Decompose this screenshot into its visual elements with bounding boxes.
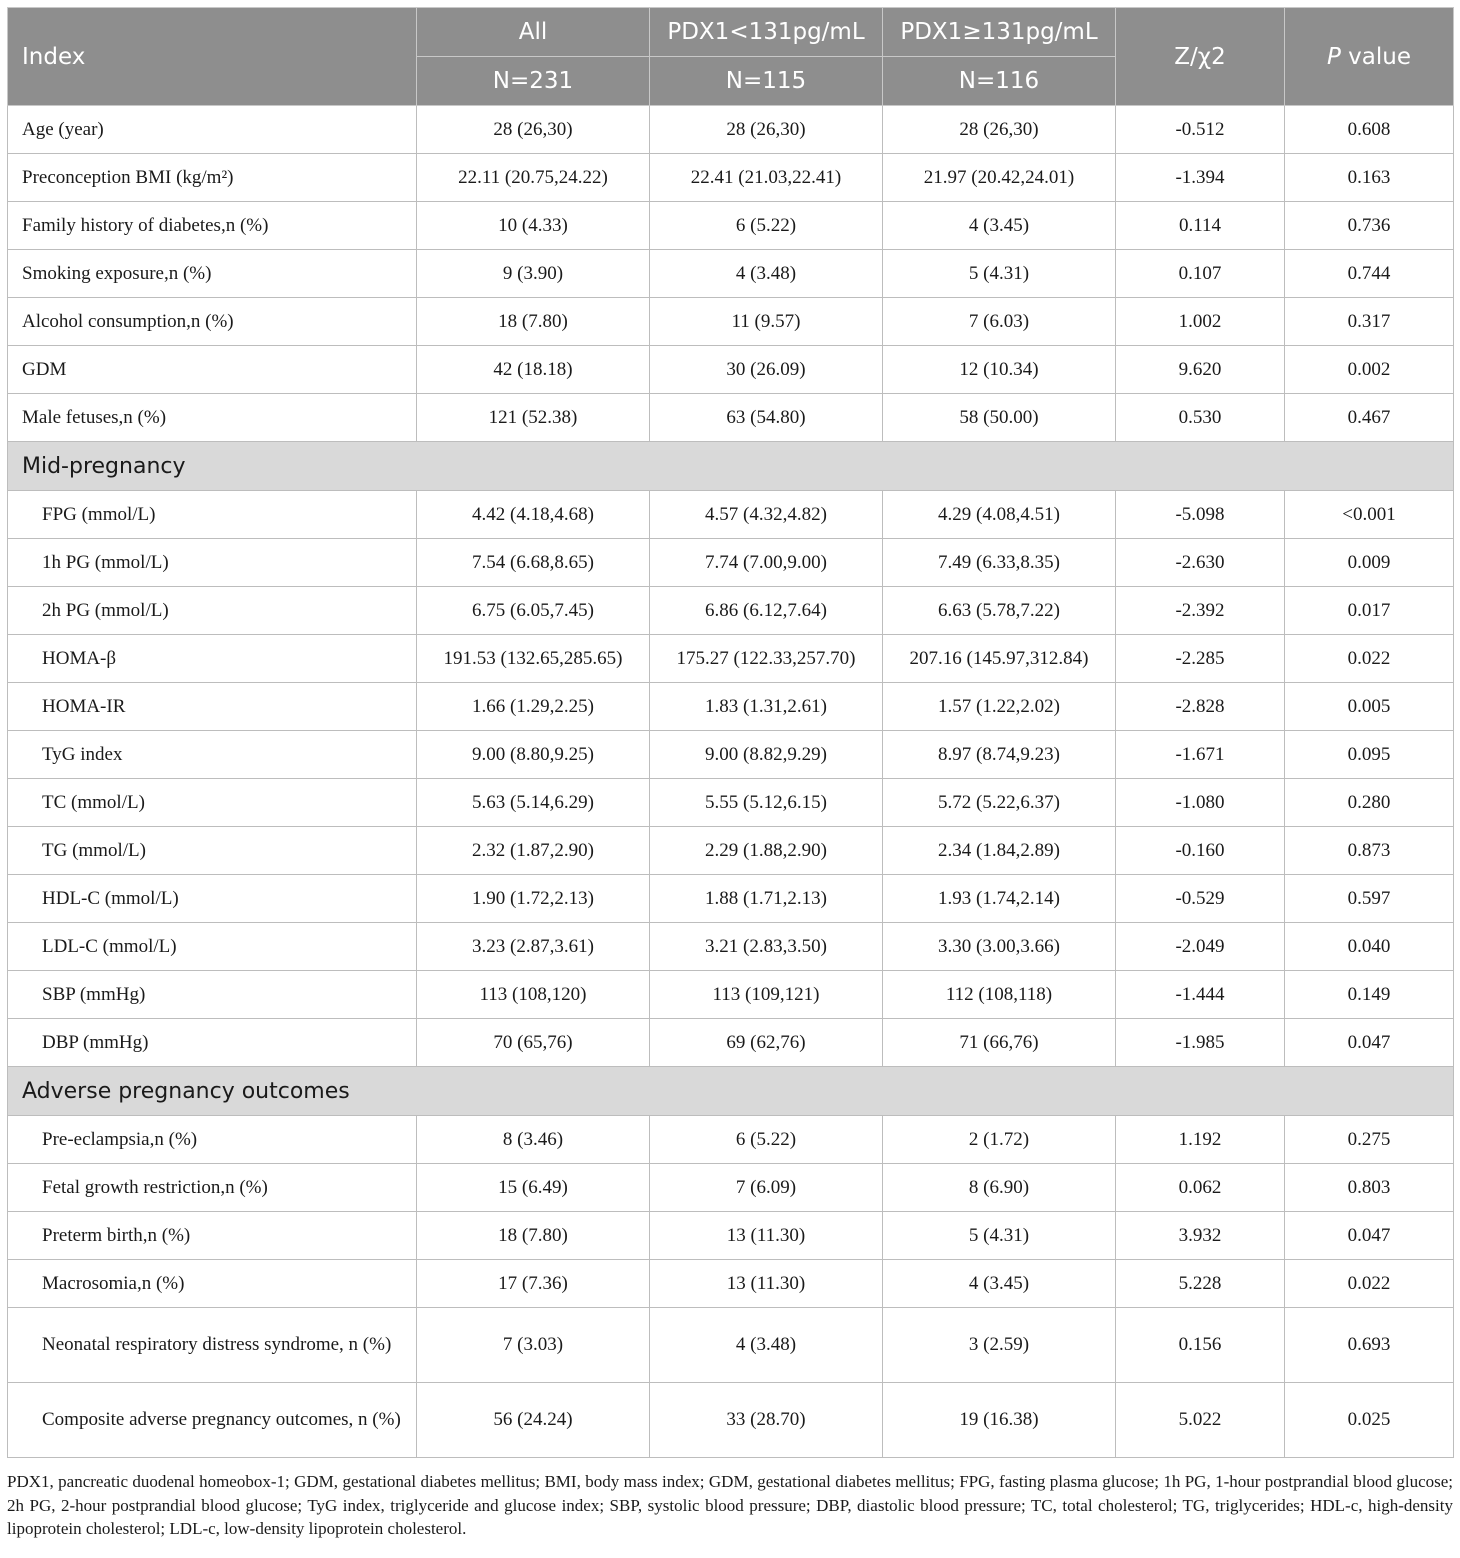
- cell-stat: 9.620: [1116, 346, 1285, 394]
- cell-stat: -1.985: [1116, 1019, 1285, 1067]
- cell-p-value: 0.022: [1285, 635, 1454, 683]
- cell-stat: -1.394: [1116, 154, 1285, 202]
- cell-stat: 0.156: [1116, 1308, 1285, 1383]
- header-high: PDX1≥131pg/mL: [883, 8, 1116, 57]
- cell-all: 191.53 (132.65,285.65): [417, 635, 650, 683]
- table-row: [8, 346, 1454, 394]
- cell-low: 175.27 (122.33,257.70): [650, 635, 883, 683]
- cell-stat: -2.630: [1116, 539, 1285, 587]
- cell-low: 4 (3.48): [650, 1308, 883, 1383]
- cell-all: 5.63 (5.14,6.29): [417, 779, 650, 827]
- cell-stat: -5.098: [1116, 491, 1285, 539]
- header-p-rest: value: [1340, 43, 1411, 70]
- cell-stat: -1.444: [1116, 971, 1285, 1019]
- row-label: LDL-C (mmol/L): [8, 923, 417, 971]
- cell-high: 6.63 (5.78,7.22): [883, 587, 1116, 635]
- cell-all: 2.32 (1.87,2.90): [417, 827, 650, 875]
- table-container: [7, 7, 1453, 1541]
- cell-stat: -2.828: [1116, 683, 1285, 731]
- header-index: Index: [8, 8, 417, 106]
- table-header: [8, 8, 1454, 106]
- cell-p-value: 0.047: [1285, 1019, 1454, 1067]
- header-low-n: N=115: [650, 57, 883, 106]
- table-row: [8, 971, 1454, 1019]
- cell-high: 8.97 (8.74,9.23): [883, 731, 1116, 779]
- cell-p-value: 0.017: [1285, 587, 1454, 635]
- table-row: [8, 298, 1454, 346]
- cell-low: 9.00 (8.82,9.29): [650, 731, 883, 779]
- cell-all: 6.75 (6.05,7.45): [417, 587, 650, 635]
- cell-high: 2 (1.72): [883, 1116, 1116, 1164]
- header-p-value: [1285, 8, 1454, 106]
- cell-stat: 5.228: [1116, 1260, 1285, 1308]
- table-row: [8, 1260, 1454, 1308]
- cell-stat: 3.932: [1116, 1212, 1285, 1260]
- data-table: [7, 7, 1454, 1458]
- cell-p-value: 0.597: [1285, 875, 1454, 923]
- section-adverse-outcomes: [8, 1067, 1454, 1116]
- cell-low: 113 (109,121): [650, 971, 883, 1019]
- cell-low: 1.88 (1.71,2.13): [650, 875, 883, 923]
- header-all: All: [417, 8, 650, 57]
- cell-high: 4 (3.45): [883, 1260, 1116, 1308]
- row-label: 1h PG (mmol/L): [8, 539, 417, 587]
- row-label: Alcohol consumption,n (%): [8, 298, 417, 346]
- cell-all: 1.66 (1.29,2.25): [417, 683, 650, 731]
- cell-low: 5.55 (5.12,6.15): [650, 779, 883, 827]
- row-label: TG (mmol/L): [8, 827, 417, 875]
- cell-all: 10 (4.33): [417, 202, 650, 250]
- cell-low: 2.29 (1.88,2.90): [650, 827, 883, 875]
- table-row: [8, 539, 1454, 587]
- table-row: [8, 731, 1454, 779]
- row-label: HOMA-IR: [8, 683, 417, 731]
- cell-high: 21.97 (20.42,24.01): [883, 154, 1116, 202]
- cell-all: 9 (3.90): [417, 250, 650, 298]
- cell-low: 6 (5.22): [650, 202, 883, 250]
- cell-high: 5.72 (5.22,6.37): [883, 779, 1116, 827]
- cell-stat: 0.062: [1116, 1164, 1285, 1212]
- cell-stat: -0.160: [1116, 827, 1285, 875]
- cell-stat: 1.002: [1116, 298, 1285, 346]
- row-label: TC (mmol/L): [8, 779, 417, 827]
- row-label: Macrosomia,n (%): [8, 1260, 417, 1308]
- cell-low: 69 (62,76): [650, 1019, 883, 1067]
- cell-p-value: 0.693: [1285, 1308, 1454, 1383]
- table-row: [8, 587, 1454, 635]
- cell-p-value: 0.275: [1285, 1116, 1454, 1164]
- cell-p-value: 0.317: [1285, 298, 1454, 346]
- row-label: GDM: [8, 346, 417, 394]
- cell-all: 7.54 (6.68,8.65): [417, 539, 650, 587]
- row-label: SBP (mmHg): [8, 971, 417, 1019]
- cell-high: 12 (10.34): [883, 346, 1116, 394]
- cell-all: 113 (108,120): [417, 971, 650, 1019]
- cell-p-value: 0.005: [1285, 683, 1454, 731]
- cell-all: 1.90 (1.72,2.13): [417, 875, 650, 923]
- cell-all: 8 (3.46): [417, 1116, 650, 1164]
- cell-all: 18 (7.80): [417, 298, 650, 346]
- row-label: DBP (mmHg): [8, 1019, 417, 1067]
- cell-high: 207.16 (145.97,312.84): [883, 635, 1116, 683]
- cell-all: 56 (24.24): [417, 1383, 650, 1458]
- table-row: [8, 491, 1454, 539]
- cell-all: 9.00 (8.80,9.25): [417, 731, 650, 779]
- table-row: [8, 875, 1454, 923]
- cell-low: 6 (5.22): [650, 1116, 883, 1164]
- row-label: Male fetuses,n (%): [8, 394, 417, 442]
- table-row: [8, 202, 1454, 250]
- cell-high: 8 (6.90): [883, 1164, 1116, 1212]
- cell-high: 5 (4.31): [883, 1212, 1116, 1260]
- cell-low: 13 (11.30): [650, 1260, 883, 1308]
- row-label: Neonatal respiratory distress syndrome, n (%): [8, 1308, 417, 1383]
- cell-low: 11 (9.57): [650, 298, 883, 346]
- cell-p-value: 0.608: [1285, 106, 1454, 154]
- table-row: [8, 1019, 1454, 1067]
- cell-high: 1.57 (1.22,2.02): [883, 683, 1116, 731]
- row-label: HOMA-β: [8, 635, 417, 683]
- cell-stat: -2.285: [1116, 635, 1285, 683]
- cell-all: 15 (6.49): [417, 1164, 650, 1212]
- cell-low: 4 (3.48): [650, 250, 883, 298]
- cell-high: 1.93 (1.74,2.14): [883, 875, 1116, 923]
- table-row: [8, 827, 1454, 875]
- cell-low: 33 (28.70): [650, 1383, 883, 1458]
- cell-low: 30 (26.09): [650, 346, 883, 394]
- cell-all: 3.23 (2.87,3.61): [417, 923, 650, 971]
- cell-p-value: 0.280: [1285, 779, 1454, 827]
- cell-all: 7 (3.03): [417, 1308, 650, 1383]
- cell-all: 18 (7.80): [417, 1212, 650, 1260]
- cell-p-value: 0.002: [1285, 346, 1454, 394]
- cell-high: 71 (66,76): [883, 1019, 1116, 1067]
- table-row: [8, 923, 1454, 971]
- cell-stat: 0.114: [1116, 202, 1285, 250]
- cell-p-value: 0.095: [1285, 731, 1454, 779]
- table-row: [8, 106, 1454, 154]
- cell-stat: 0.530: [1116, 394, 1285, 442]
- table-body: [8, 106, 1454, 1458]
- cell-stat: 5.022: [1116, 1383, 1285, 1458]
- row-label: HDL-C (mmol/L): [8, 875, 417, 923]
- cell-high: 19 (16.38): [883, 1383, 1116, 1458]
- cell-stat: -0.529: [1116, 875, 1285, 923]
- cell-low: 22.41 (21.03,22.41): [650, 154, 883, 202]
- cell-p-value: 0.040: [1285, 923, 1454, 971]
- cell-p-value: 0.009: [1285, 539, 1454, 587]
- cell-all: 28 (26,30): [417, 106, 650, 154]
- cell-high: 3.30 (3.00,3.66): [883, 923, 1116, 971]
- table-row: [8, 154, 1454, 202]
- table-row: [8, 683, 1454, 731]
- cell-high: 4.29 (4.08,4.51): [883, 491, 1116, 539]
- cell-low: 6.86 (6.12,7.64): [650, 587, 883, 635]
- table-row: [8, 635, 1454, 683]
- table-row: [8, 250, 1454, 298]
- cell-stat: -1.671: [1116, 731, 1285, 779]
- cell-p-value: 0.047: [1285, 1212, 1454, 1260]
- cell-high: 5 (4.31): [883, 250, 1116, 298]
- cell-stat: 1.192: [1116, 1116, 1285, 1164]
- header-stat: Z/χ2: [1116, 8, 1285, 106]
- cell-high: 2.34 (1.84,2.89): [883, 827, 1116, 875]
- row-label: Pre-eclampsia,n (%): [8, 1116, 417, 1164]
- cell-high: 112 (108,118): [883, 971, 1116, 1019]
- cell-low: 7 (6.09): [650, 1164, 883, 1212]
- table-row: [8, 394, 1454, 442]
- cell-high: 4 (3.45): [883, 202, 1116, 250]
- cell-all: 17 (7.36): [417, 1260, 650, 1308]
- row-label: Preconception BMI (kg/m²): [8, 154, 417, 202]
- cell-high: 7 (6.03): [883, 298, 1116, 346]
- cell-p-value: 0.736: [1285, 202, 1454, 250]
- cell-p-value: 0.149: [1285, 971, 1454, 1019]
- cell-stat: -2.392: [1116, 587, 1285, 635]
- cell-stat: 0.107: [1116, 250, 1285, 298]
- table-row: [8, 779, 1454, 827]
- cell-high: 3 (2.59): [883, 1308, 1116, 1383]
- cell-stat: -0.512: [1116, 106, 1285, 154]
- cell-stat: -2.049: [1116, 923, 1285, 971]
- row-label: Age (year): [8, 106, 417, 154]
- cell-all: 70 (65,76): [417, 1019, 650, 1067]
- cell-all: 22.11 (20.75,24.22): [417, 154, 650, 202]
- row-label: 2h PG (mmol/L): [8, 587, 417, 635]
- cell-high: 28 (26,30): [883, 106, 1116, 154]
- cell-high: 7.49 (6.33,8.35): [883, 539, 1116, 587]
- row-label: Preterm birth,n (%): [8, 1212, 417, 1260]
- header-high-n: N=116: [883, 57, 1116, 106]
- header-p-italic: P: [1326, 43, 1341, 70]
- cell-p-value: 0.803: [1285, 1164, 1454, 1212]
- cell-low: 4.57 (4.32,4.82): [650, 491, 883, 539]
- row-label: Smoking exposure,n (%): [8, 250, 417, 298]
- cell-low: 13 (11.30): [650, 1212, 883, 1260]
- table-row: [8, 1308, 1454, 1383]
- cell-low: 7.74 (7.00,9.00): [650, 539, 883, 587]
- section-mid-pregnancy: [8, 442, 1454, 491]
- table-row: [8, 1212, 1454, 1260]
- cell-p-value: 0.025: [1285, 1383, 1454, 1458]
- header-all-n: N=231: [417, 57, 650, 106]
- cell-high: 58 (50.00): [883, 394, 1116, 442]
- row-label: Fetal growth restriction,n (%): [8, 1164, 417, 1212]
- table-row: [8, 1116, 1454, 1164]
- cell-p-value: <0.001: [1285, 491, 1454, 539]
- row-label: Composite adverse pregnancy outcomes, n (%): [8, 1383, 417, 1458]
- cell-low: 28 (26,30): [650, 106, 883, 154]
- cell-low: 3.21 (2.83,3.50): [650, 923, 883, 971]
- cell-all: 121 (52.38): [417, 394, 650, 442]
- table-row: [8, 1383, 1454, 1458]
- cell-all: 42 (18.18): [417, 346, 650, 394]
- cell-low: 63 (54.80): [650, 394, 883, 442]
- cell-stat: -1.080: [1116, 779, 1285, 827]
- cell-all: 4.42 (4.18,4.68): [417, 491, 650, 539]
- table-footnote: PDX1, pancreatic duodenal homeobox-1; GDM, gestational diabetes mellitus; BMI, body mass index; GDM, gestational diabetes mellitus; FPG, fasting plasma glucose; 1h PG, 1-hour postprandial blood glucose; 2h PG, 2-hour postprandial blood glucose; TyG index, triglyceride and glucose index; SBP, systolic blood pressure; DBP, diastolic blood pressure; TC, total cholesterol; TG, triglycerides; HDL-c, high-density lipoprotein cholesterol; LDL-c, low-density lipoprotein cholesterol.: [7, 1472, 1453, 1538]
- cell-p-value: 0.467: [1285, 394, 1454, 442]
- cell-p-value: 0.873: [1285, 827, 1454, 875]
- cell-p-value: 0.022: [1285, 1260, 1454, 1308]
- section-mid-pregnancy-label: Mid-pregnancy: [8, 442, 1454, 491]
- cell-p-value: 0.163: [1285, 154, 1454, 202]
- header-low: PDX1<131pg/mL: [650, 8, 883, 57]
- row-label: Family history of diabetes,n (%): [8, 202, 417, 250]
- section-adverse-outcomes-label: Adverse pregnancy outcomes: [8, 1067, 1454, 1116]
- table-row: [8, 1164, 1454, 1212]
- cell-low: 1.83 (1.31,2.61): [650, 683, 883, 731]
- row-label: TyG index: [8, 731, 417, 779]
- row-label: FPG (mmol/L): [8, 491, 417, 539]
- cell-p-value: 0.744: [1285, 250, 1454, 298]
